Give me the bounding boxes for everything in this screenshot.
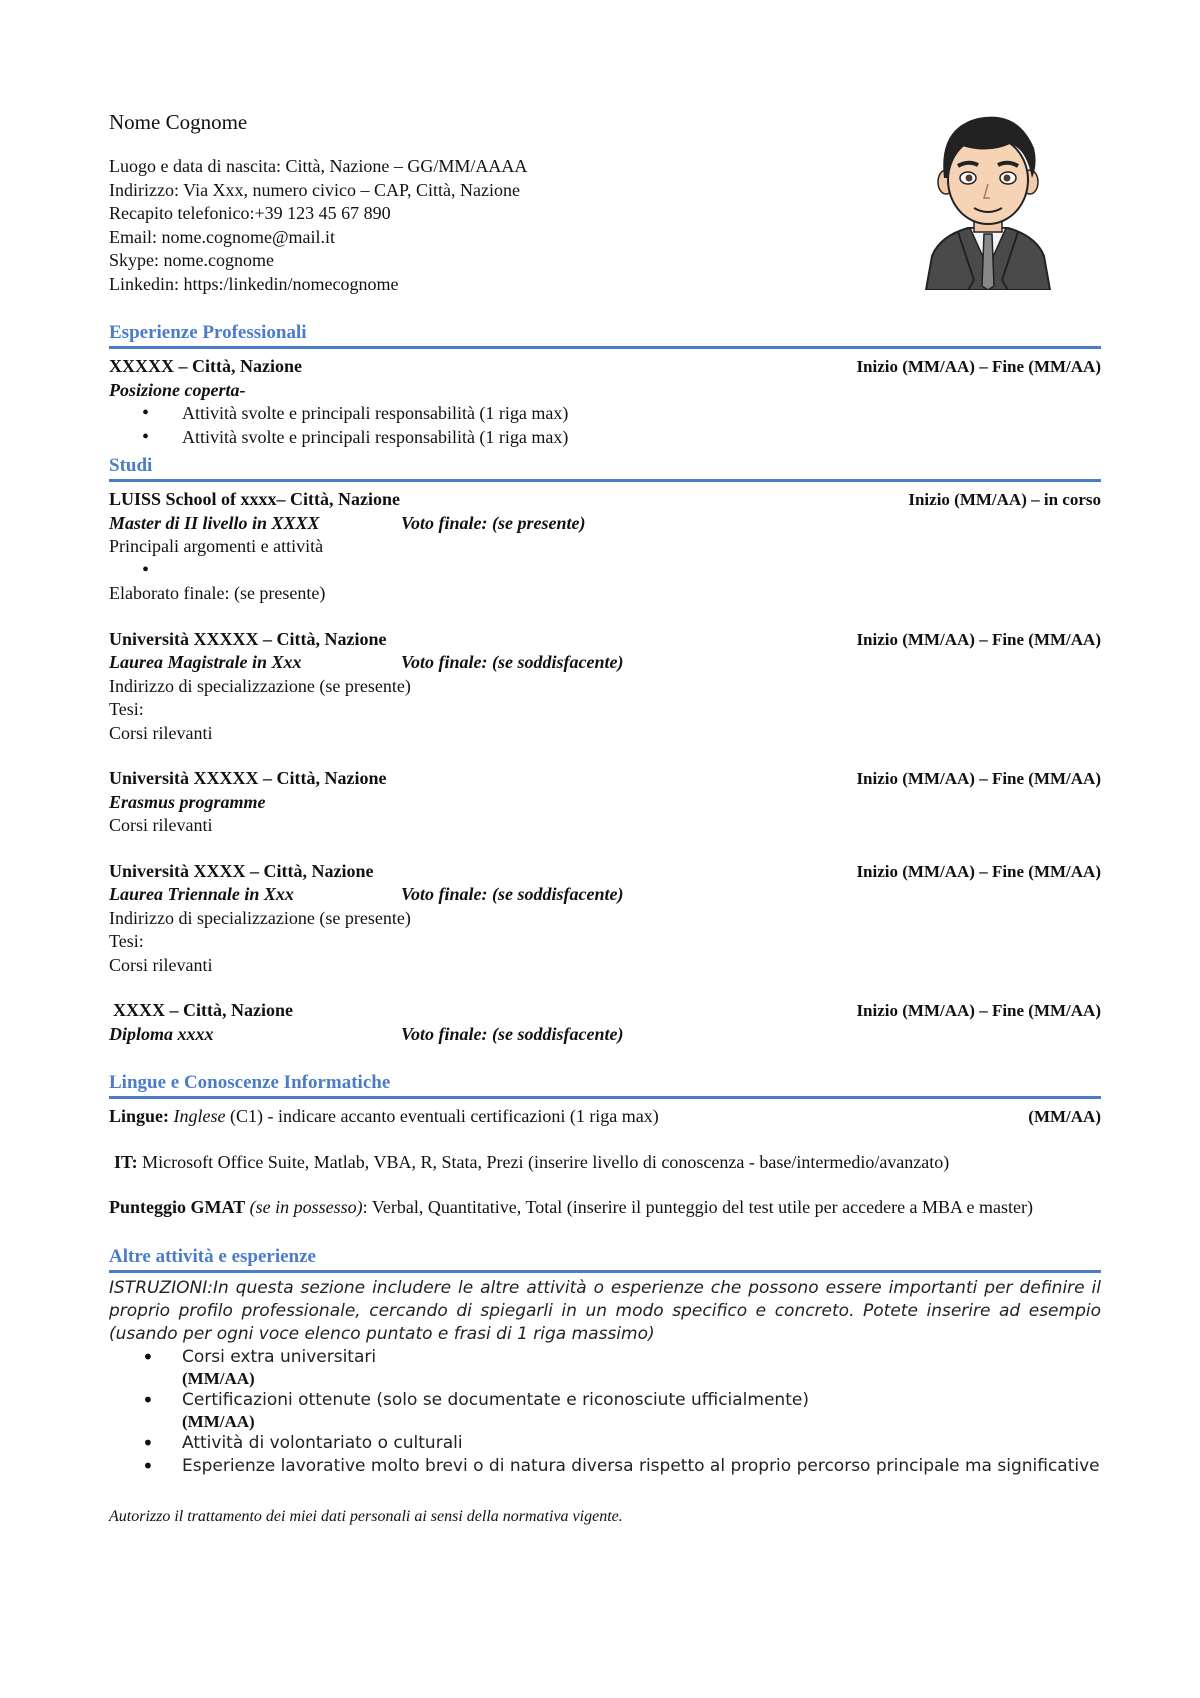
- study-dates: Inizio (MM/AA) – Fine (MM/AA): [856, 1001, 1101, 1020]
- skype-info: Skype: nome.cognome: [109, 250, 274, 270]
- other-item-text: Attività di volontariato o culturali: [182, 1432, 463, 1453]
- study-dates: Inizio (MM/AA) – Fine (MM/AA): [856, 629, 1101, 649]
- list-item: [182, 1346, 1101, 1389]
- study-school: Università XXXXX – Città, Nazione: [109, 628, 387, 649]
- other-item-date: (MM/AA): [182, 1368, 255, 1388]
- other-list: [109, 1346, 1101, 1478]
- gmat-label: Punteggio GMAT: [109, 1197, 246, 1217]
- study-triennale: [109, 860, 1101, 978]
- other-instructions: ISTRUZIONI:In questa sezione includere le altre attività o esperienze che possono essere importanti per definire il proprio profilo professionale, cercando di spiegarli in un modo specifico e concreto. Potete inserire ad esempio (usando per ogni voce elenco puntato e frasi di 1 riga massimo): [109, 1277, 1101, 1344]
- study-thesis: Tesi:: [109, 699, 144, 719]
- study-school: Università XXXX – Città, Nazione: [109, 860, 374, 881]
- study-grade: Voto finale: (se soddisfacente): [401, 652, 624, 672]
- study-erasmus: [109, 767, 1101, 838]
- phone-info: Recapito telefonico:+39 123 45 67 890: [109, 203, 391, 223]
- list-item: [182, 1432, 1101, 1455]
- list-item: [182, 1455, 1101, 1478]
- section-title-languages: Lingue e Conoscenze Informatiche: [109, 1072, 1101, 1099]
- study-dates: Inizio (MM/AA) – Fine (MM/AA): [856, 861, 1101, 881]
- experience-bullets: [109, 402, 1101, 449]
- experience-position: Posizione coperta-: [109, 379, 246, 400]
- candidate-name: Nome Cognome: [109, 110, 248, 134]
- languages-row: [109, 1105, 1101, 1129]
- study-diploma: [109, 999, 1101, 1046]
- study-degree: Laurea Triennale in Xxx: [109, 884, 294, 904]
- experience-company: XXXXX – Città, Nazione: [109, 356, 302, 376]
- section-title-other: Altre attività e esperienze: [109, 1246, 1101, 1273]
- study-courses: Corsi rilevanti: [109, 722, 213, 743]
- study-school: XXXX – Città, Nazione: [113, 1000, 293, 1020]
- gmat-score: [109, 1196, 1101, 1220]
- study-dates: Inizio (MM/AA) – Fine (MM/AA): [856, 769, 1101, 788]
- experience-header: [109, 355, 1101, 379]
- privacy-footer: Autorizzo il trattamento dei miei dati personali ai sensi della normativa vigente.: [109, 1507, 623, 1525]
- study-grade: Voto finale: (se presente): [401, 512, 586, 533]
- study-spec: Indirizzo di specializzazione (se presente): [109, 907, 411, 928]
- it-skills: [109, 1151, 1101, 1175]
- study-grade: Voto finale: (se soddisfacente): [401, 884, 624, 904]
- study-dates: Inizio (MM/AA) – in corso: [908, 490, 1101, 509]
- languages-label: Lingue:: [109, 1106, 170, 1126]
- study-degree: Erasmus programme: [109, 791, 266, 812]
- it-label: IT:: [114, 1151, 138, 1172]
- study-degree: Master di II livello in XXXX: [109, 512, 320, 533]
- language-text: (C1) - indicare accanto eventuali certificazioni (1 riga max): [225, 1106, 659, 1126]
- other-item-text: Certificazioni ottenute (solo se documentate e riconosciute ufficialmente): [182, 1389, 809, 1410]
- gmat-note: (se in possesso): [245, 1197, 363, 1217]
- section-title-experience: Esperienze Professionali: [109, 322, 1101, 349]
- list-item: • Attività svolte e principali responsabilità (1 riga max): [182, 426, 1101, 450]
- resume-page: [109, 110, 1101, 1526]
- experience-dates: Inizio (MM/AA) – Fine (MM/AA): [856, 357, 1101, 376]
- study-topics: Principali argomenti e attività: [109, 536, 324, 556]
- other-item-text: Corsi extra universitari: [182, 1346, 377, 1367]
- study-grade: Voto finale: (se soddisfacente): [401, 1023, 624, 1044]
- study-thesis: Tesi:: [109, 931, 144, 951]
- study-magistrale: [109, 628, 1101, 746]
- gmat-text: : Verbal, Quantitative, Total (inserire il punteggio del test utile per accedere a MBA e master): [362, 1197, 1034, 1217]
- list-item: • Attività svolte e principali responsabilità (1 riga max): [182, 402, 1101, 426]
- study-school: LUISS School of xxxx– Città, Nazione: [109, 489, 401, 509]
- study-luiss: [109, 488, 1101, 606]
- list-item: [182, 1389, 1101, 1432]
- study-topics-list: [109, 559, 1101, 583]
- study-school: Università XXXXX – Città, Nazione: [109, 768, 387, 788]
- email-info: Email: nome.cognome@mail.it: [109, 226, 336, 247]
- list-item: [182, 559, 1101, 583]
- it-text: Microsoft Office Suite, Matlab, VBA, R, Stata, Prezi (inserire livello di conoscenza - base/intermedio/avanzato): [137, 1151, 950, 1172]
- language-name: Inglese: [173, 1106, 226, 1126]
- study-final: Elaborato finale: (se presente): [109, 583, 326, 603]
- study-spec: Indirizzo di specializzazione (se presente): [109, 675, 411, 696]
- study-degree: Diploma xxxx: [109, 1023, 214, 1044]
- other-item-text: Esperienze lavorative molto brevi o di natura diversa rispetto al proprio percorso principale ma significative: [182, 1455, 1100, 1476]
- study-courses: Corsi rilevanti: [109, 954, 213, 975]
- study-degree: Laurea Magistrale in Xxx: [109, 652, 302, 672]
- linkedin-info: Linkedin: https:/linkedin/nomecognome: [109, 273, 399, 294]
- section-title-studies: Studi: [109, 455, 1101, 482]
- birth-info: Luogo e data di nascita: Città, Nazione – GG/MM/AAAA: [109, 156, 528, 176]
- study-courses: Corsi rilevanti: [109, 815, 213, 835]
- contact-info: [109, 155, 1101, 296]
- other-item-date: (MM/AA): [182, 1411, 255, 1431]
- address-info: Indirizzo: Via Xxx, numero civico – CAP, Città, Nazione: [109, 179, 521, 200]
- language-date: (MM/AA): [1028, 1107, 1101, 1126]
